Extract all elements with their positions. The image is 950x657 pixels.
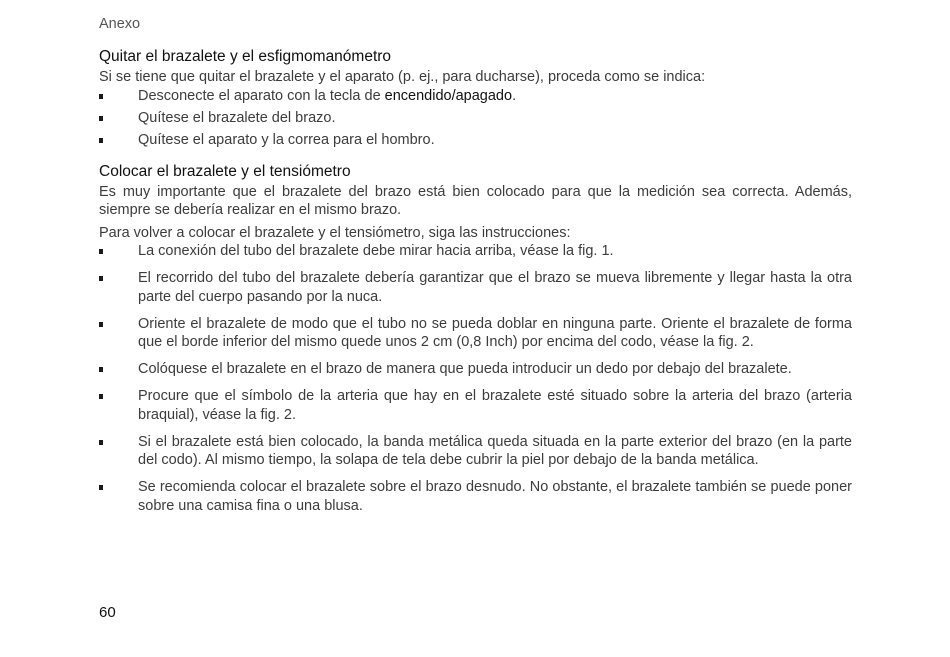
section-title: Colocar el brazalete y el tensiómetro (99, 162, 351, 180)
page-number: 60 (99, 604, 116, 621)
list-item (99, 242, 852, 261)
bullet-icon (99, 116, 103, 121)
list-item-text: Oriente el brazalete de modo que el tubo no se pueda doblar en ninguna parte. Oriente el brazalete de forma que el borde inferior del mismo quede unos 2 cm (0,8 Inch) por encima del codo, véase la fig. 2. (138, 315, 852, 351)
list-item (99, 87, 852, 106)
section-remove-cuff (99, 46, 852, 150)
list-item (99, 269, 852, 306)
list-item (99, 433, 852, 470)
section-paragraph: Es muy importante que el brazalete del brazo está bien colocado para que la medición sea correcta. Además, siempre se debería realizar en el mismo brazo. (99, 183, 852, 219)
bullet-icon (99, 276, 103, 281)
list-item-text: Si el brazalete está bien colocado, la banda metálica queda situada en la parte exterior del brazo (en la parte del codo). Al mismo tiempo, la solapa de tela debe cubrir la piel por debajo de la banda metálica. (138, 433, 852, 469)
list-item-text: La conexión del tubo del brazalete debe mirar hacia arriba, véase la fig. 1. (138, 243, 614, 260)
button-term: encendido/apagado (384, 87, 513, 104)
bullet-icon (99, 138, 103, 143)
list-item (99, 315, 852, 352)
list-item (99, 131, 852, 150)
bullet-icon (99, 322, 103, 327)
bullet-icon (99, 485, 103, 490)
list-item-text: Desconecte el aparato con la tecla de (138, 87, 385, 104)
bullet-icon (99, 367, 103, 372)
list-item (99, 109, 852, 128)
list-item (99, 478, 852, 515)
list-item-text: Procure que el símbolo de la arteria que hay en el brazalete esté situado sobre la arteria del brazo (arteria braquial), véase la fig. 2. (138, 388, 852, 423)
section-paragraph: Para volver a colocar el brazalete y el tensiómetro, siga las instrucciones: (99, 224, 571, 241)
list-item (99, 387, 852, 424)
section-title: Quitar el brazalete y el esfigmomanómetro (99, 48, 392, 65)
list-item-text: Se recomienda colocar el brazalete sobre el brazo desnudo. No obstante, el brazalete también se puede poner sobre una camisa fina o una blusa. (138, 479, 852, 514)
bullet-list (99, 242, 852, 515)
list-item-text: Quítese el brazalete del brazo. (138, 109, 336, 126)
bullet-list (99, 87, 852, 150)
section-intro: Si se tiene que quitar el brazalete y el aparato (p. ej., para ducharse), proceda como se indica: (99, 69, 706, 85)
bullet-icon (99, 440, 103, 445)
bullet-icon (99, 249, 103, 254)
list-item-text: Quítese el aparato y la correa para el hombro. (138, 132, 435, 149)
list-item-text: El recorrido del tubo del brazalete debería garantizar que el brazo se mueva libremente y llegar hasta la otra parte del cuerpo pasando por la nuca. (138, 270, 852, 305)
list-item-text: Colóquese el brazalete en el brazo de manera que pueda introducir un dedo por debajo del brazalete. (138, 361, 792, 378)
list-item (99, 360, 852, 379)
bullet-icon (99, 94, 103, 99)
document-page (99, 14, 852, 524)
section-fit-cuff (99, 161, 852, 516)
bullet-icon (99, 394, 103, 399)
list-item-text-end: . (512, 87, 517, 104)
running-header: Anexo (99, 16, 141, 32)
